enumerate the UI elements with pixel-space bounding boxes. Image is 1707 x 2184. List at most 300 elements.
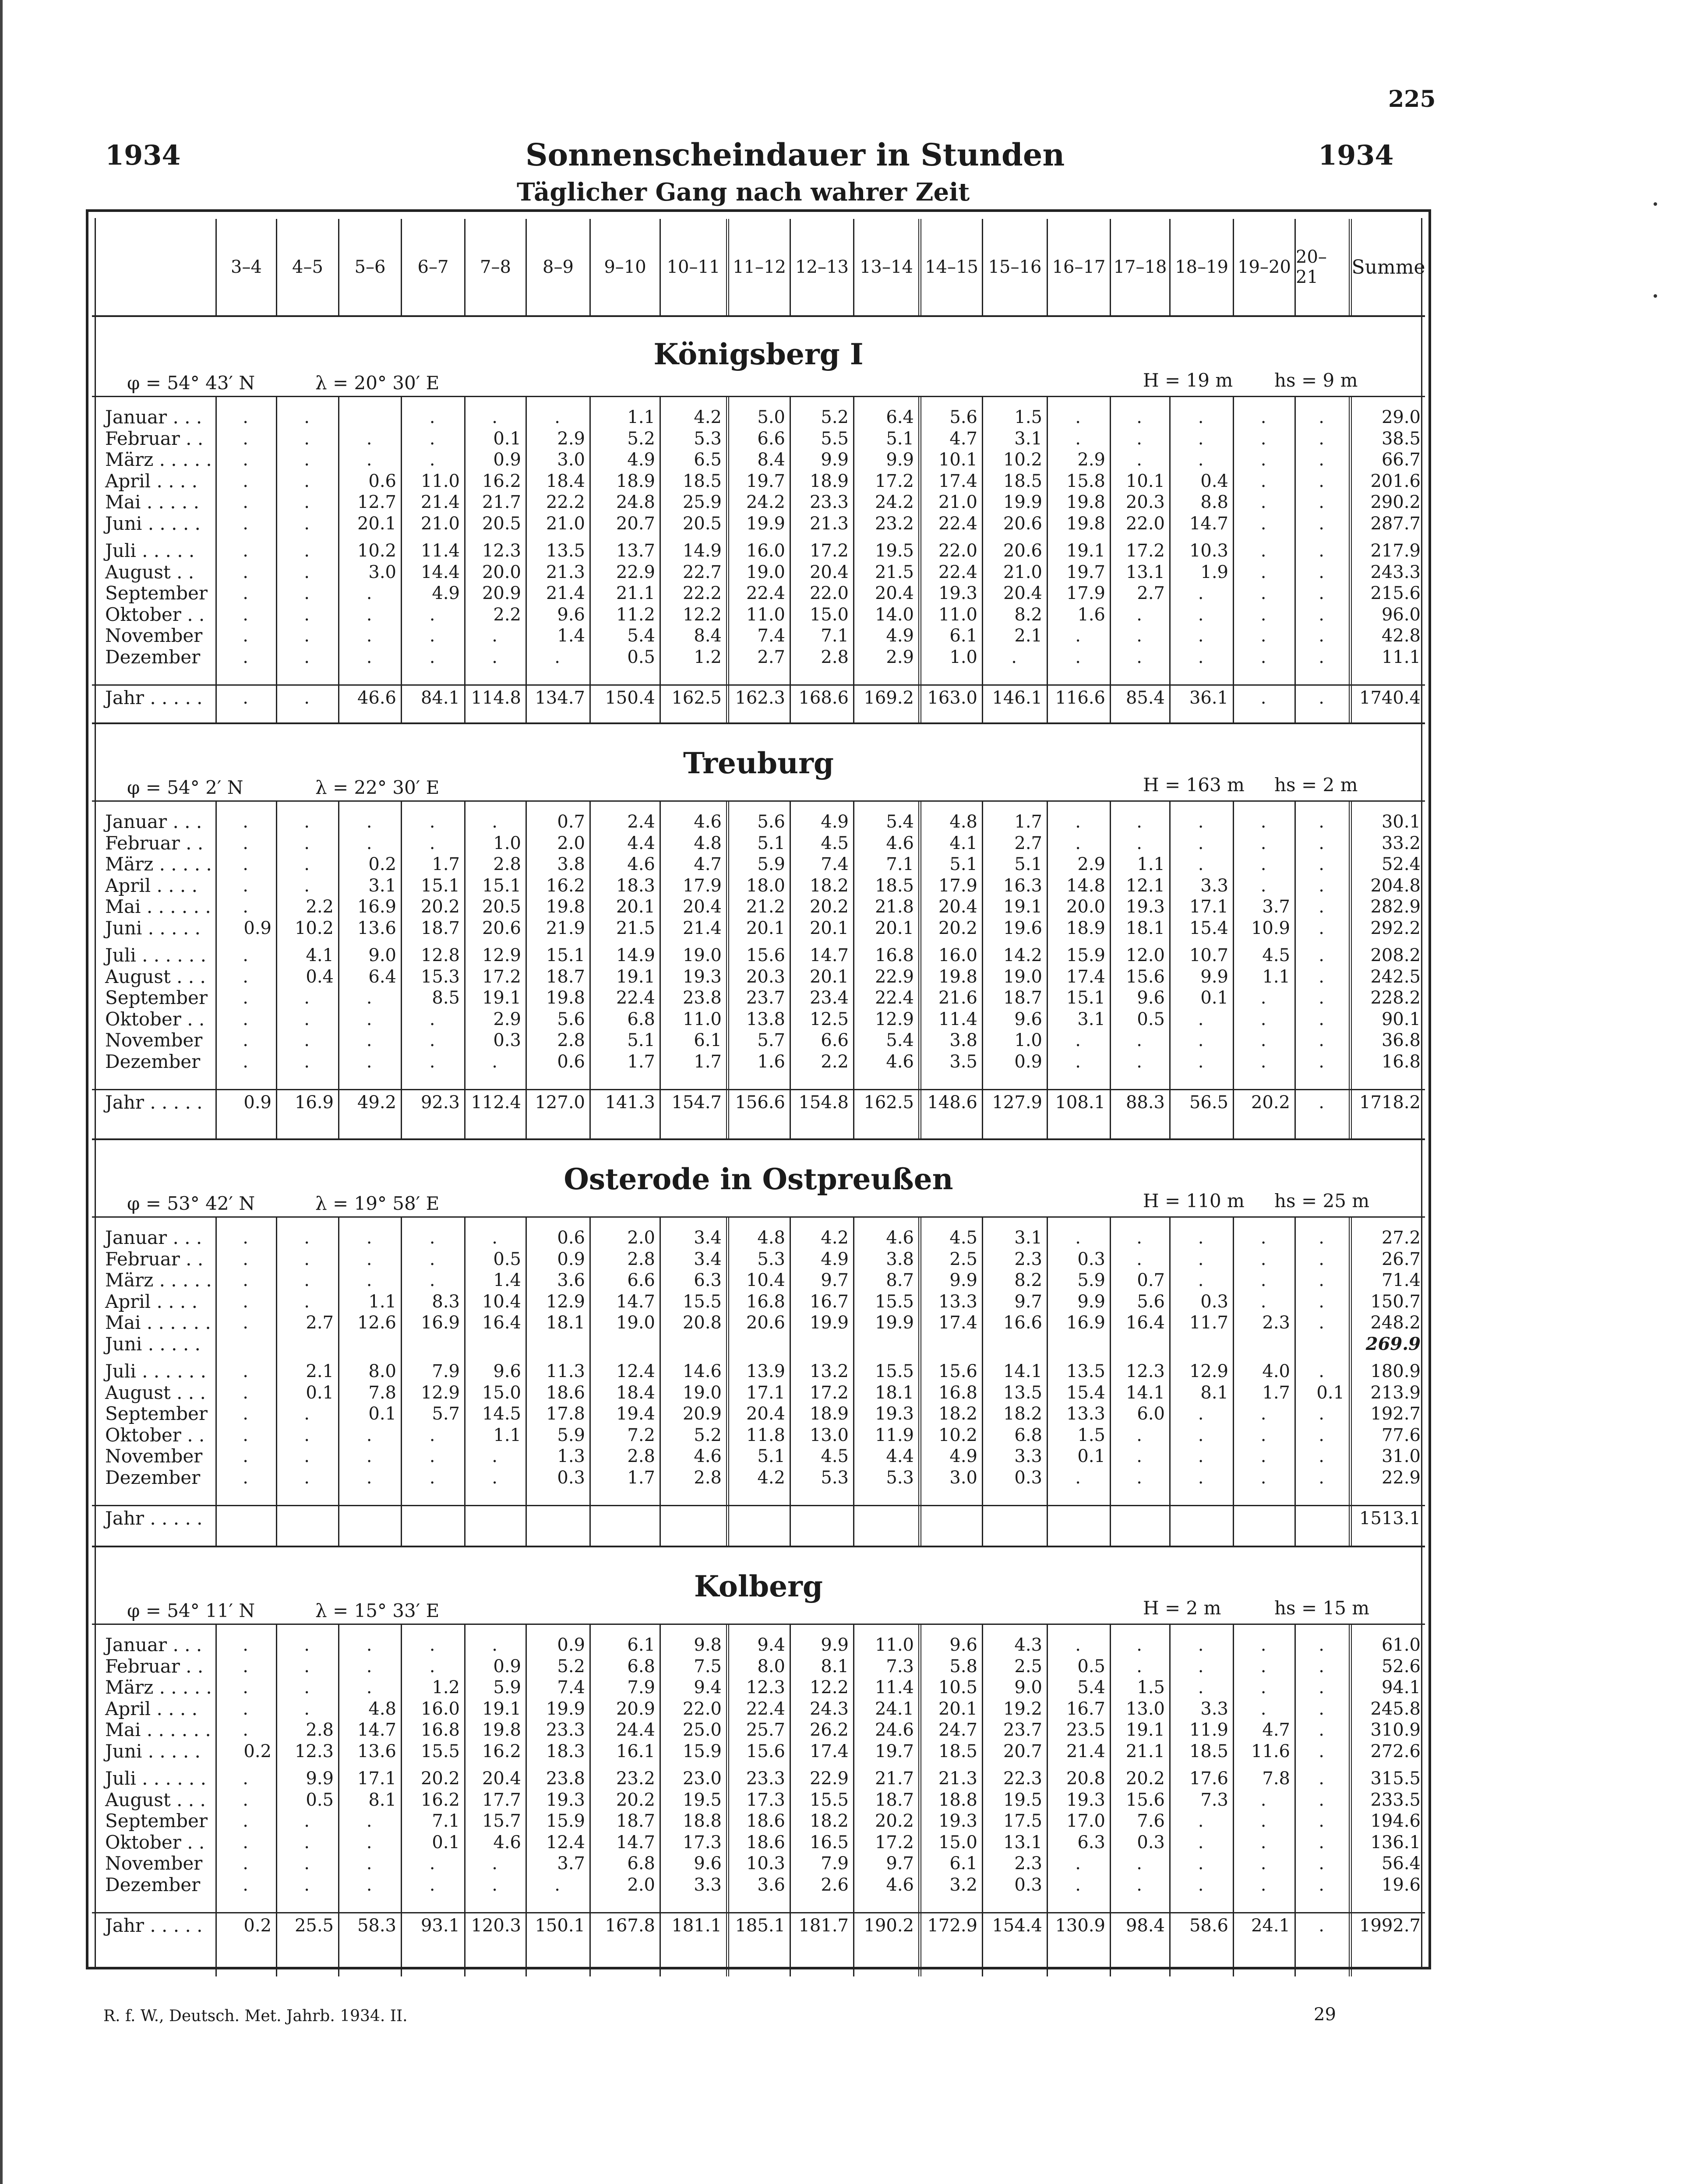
footer-sheet-number: 29 <box>1314 2004 1336 2025</box>
hour-cell: 4.6 <box>886 833 914 853</box>
hour-cell: 8.4 <box>694 626 722 646</box>
hour-cell: 0.7 <box>557 812 585 832</box>
margin-dot <box>1654 202 1657 206</box>
hour-cell: 6.4 <box>368 966 396 987</box>
hour-cell: . <box>492 1051 497 1072</box>
hour-cell: 93.1 <box>420 1916 460 1936</box>
hour-cell: . <box>304 407 310 427</box>
hour-cell: 21.7 <box>482 492 521 512</box>
hour-cell: . <box>1198 1030 1204 1050</box>
hour-cell: . <box>554 647 560 667</box>
month-label: April . . . . <box>105 1290 198 1312</box>
hour-cell: 23.3 <box>546 1720 585 1740</box>
hour-cell: 13.3 <box>1066 1404 1105 1424</box>
hour-cell: . <box>1136 647 1142 667</box>
hour-cell: 0.3 <box>1014 1467 1042 1488</box>
hour-cell: . <box>366 450 372 470</box>
hour-cell: 5.6 <box>1137 1291 1165 1312</box>
hour-cell: 2.7 <box>1137 583 1165 603</box>
hour-cell: 21.0 <box>420 513 460 534</box>
hour-cell: 150.1 <box>535 1916 585 1936</box>
hour-cell: . <box>492 1446 497 1466</box>
hour-cell: . <box>1198 1811 1204 1831</box>
hour-cell: . <box>1198 1832 1204 1853</box>
hour-cell: 3.0 <box>368 562 396 582</box>
hour-cell: . <box>1260 1811 1266 1831</box>
hour-cell: 0.5 <box>306 1789 334 1810</box>
hour-cell: 4.6 <box>694 1446 722 1466</box>
month-row <box>92 513 1425 534</box>
hour-cell: 1.0 <box>949 647 977 667</box>
hour-cell: . <box>1075 1853 1081 1874</box>
hour-cell: 2.8 <box>694 1467 722 1488</box>
hour-cell: . <box>1136 1030 1142 1050</box>
hour-cell: . <box>1136 1853 1142 1874</box>
hour-cell: 9.7 <box>1014 1291 1042 1312</box>
hour-cell: 15.5 <box>875 1361 914 1381</box>
month-row <box>92 1719 1425 1740</box>
hour-cell: . <box>304 647 310 667</box>
sum-cell: 22.9 <box>1381 1467 1421 1488</box>
sum-cell: 94.1 <box>1381 1677 1421 1698</box>
hour-cell: 4.0 <box>1262 1361 1290 1381</box>
sum-cell: 90.1 <box>1381 1009 1421 1029</box>
hour-cell: 17.7 <box>482 1789 521 1810</box>
hour-cell: 19.3 <box>682 966 722 987</box>
hour-cell: 19.0 <box>682 945 722 965</box>
station-latitude: φ = 53° 42′ N <box>127 1193 255 1214</box>
month-row <box>92 562 1425 583</box>
hour-cell: 2.8 <box>627 1446 655 1466</box>
hour-cell: . <box>304 1051 310 1072</box>
hour-cell: 0.1 <box>1077 1446 1105 1466</box>
hour-cell: 154.8 <box>798 1092 849 1113</box>
hour-cell: 24.4 <box>616 1720 655 1740</box>
hour-cell: 17.6 <box>1189 1768 1228 1789</box>
sum-cell: 42.8 <box>1381 626 1421 646</box>
hour-cell: 6.3 <box>694 1270 722 1290</box>
hour-cell: 9.9 <box>886 450 914 470</box>
hour-cell: . <box>1319 492 1324 512</box>
hour-cell: 7.1 <box>821 626 849 646</box>
hour-cell: . <box>304 492 310 512</box>
hour-cell: 5.1 <box>1014 854 1042 874</box>
column-header-hour: 12–13 <box>790 219 853 315</box>
hour-cell: 17.5 <box>1003 1811 1042 1831</box>
sum-cell: 242.5 <box>1370 966 1421 987</box>
hour-cell: 24.8 <box>616 492 655 512</box>
month-row <box>92 1446 1425 1467</box>
hour-cell: . <box>366 1228 372 1248</box>
month-label: November <box>105 1029 203 1051</box>
hour-cell: 18.5 <box>938 1741 977 1761</box>
hour-cell: 3.1 <box>1014 1228 1042 1248</box>
hour-cell: 0.9 <box>493 450 521 470</box>
hour-cell: . <box>1319 604 1324 625</box>
hour-cell: 6.6 <box>627 1270 655 1290</box>
hour-cell: . <box>1198 626 1204 646</box>
hour-cell: 13.5 <box>546 541 585 561</box>
hour-cell: . <box>1319 1677 1324 1698</box>
hour-cell: 15.6 <box>746 1741 785 1761</box>
hour-cell: . <box>1319 1404 1324 1424</box>
hour-cell: . <box>243 1030 248 1050</box>
hour-cell: . <box>243 513 248 534</box>
hour-cell: . <box>429 647 435 667</box>
sum-cell: 272.6 <box>1370 1741 1421 1761</box>
hour-cell: 21.4 <box>1066 1741 1105 1761</box>
hour-cell: 19.1 <box>482 1698 521 1719</box>
hour-cell: 0.4 <box>306 966 334 987</box>
hour-cell: 20.1 <box>809 918 849 938</box>
sum-cell: 61.0 <box>1381 1635 1421 1655</box>
hour-cell: . <box>1260 1228 1266 1248</box>
station-name: Treuburg <box>683 746 834 780</box>
hour-cell: . <box>304 1832 310 1853</box>
month-row <box>92 1853 1425 1874</box>
hour-cell: 6.1 <box>949 1853 977 1874</box>
hour-cell: . <box>1136 407 1142 427</box>
hour-cell: 2.8 <box>627 1249 655 1269</box>
hour-cell: 15.3 <box>420 966 460 987</box>
hour-cell: 20.9 <box>482 583 521 603</box>
hour-cell: . <box>1319 966 1324 987</box>
hour-cell: 16.0 <box>938 945 977 965</box>
hour-cell: 150.4 <box>605 688 655 708</box>
sum-cell: 228.2 <box>1370 988 1421 1008</box>
hour-cell: 9.6 <box>694 1853 722 1874</box>
station-instrument-height: hs = 2 m <box>1274 774 1358 796</box>
column-header-hour: 4–5 <box>276 219 338 315</box>
column-header-hour: 7–8 <box>464 219 526 315</box>
hour-cell: 18.7 <box>546 966 585 987</box>
hour-cell: . <box>304 513 310 534</box>
hour-cell: 15.6 <box>1125 966 1165 987</box>
hour-cell: . <box>243 1228 248 1248</box>
sum-cell: 180.9 <box>1370 1361 1421 1381</box>
hour-cell: . <box>1260 1291 1266 1312</box>
hour-cell: 22.4 <box>616 988 655 1008</box>
hour-cell: . <box>429 1051 435 1072</box>
sum-cell: 11.1 <box>1381 647 1421 667</box>
hour-cell: 18.9 <box>616 471 655 491</box>
hour-cell: 9.9 <box>821 450 849 470</box>
hour-cell: . <box>304 854 310 874</box>
hour-cell: 4.5 <box>821 833 849 853</box>
hour-cell: 19.1 <box>482 988 521 1008</box>
station-block <box>92 722 1425 1140</box>
hour-cell: 181.7 <box>798 1916 849 1936</box>
hour-cell: 16.5 <box>809 1832 849 1853</box>
month-row <box>92 1467 1425 1488</box>
hour-cell: . <box>492 1874 497 1895</box>
hour-cell: . <box>1319 647 1324 667</box>
hour-cell: . <box>1260 450 1266 470</box>
hour-cell: 9.6 <box>1137 988 1165 1008</box>
hour-cell: . <box>1198 450 1204 470</box>
hour-cell: 18.6 <box>546 1382 585 1403</box>
hour-cell: 9.6 <box>493 1361 521 1381</box>
month-label: Dezember <box>105 1050 201 1072</box>
hour-cell: 8.0 <box>757 1656 785 1677</box>
binding-edge <box>0 0 3 2184</box>
hour-cell: 16.7 <box>809 1291 849 1312</box>
hour-cell: . <box>304 626 310 646</box>
hour-cell: 5.6 <box>949 407 977 427</box>
hour-cell: 6.1 <box>694 1030 722 1050</box>
hour-cell: . <box>304 1811 310 1831</box>
sum-cell: 204.8 <box>1370 875 1421 896</box>
hour-cell: 0.5 <box>627 647 655 667</box>
hour-cell: 3.5 <box>949 1051 977 1072</box>
hour-cell: . <box>243 1789 248 1810</box>
hour-cell: 19.3 <box>938 583 977 603</box>
hour-cell: 130.9 <box>1055 1916 1105 1936</box>
hour-cell: 9.4 <box>757 1635 785 1655</box>
hour-cell: 9.6 <box>557 604 585 625</box>
hour-cell: . <box>1198 1270 1204 1290</box>
column-header-hour: 8–9 <box>526 219 589 315</box>
hour-cell: 7.4 <box>821 854 849 874</box>
hour-cell: 14.5 <box>482 1404 521 1424</box>
hour-cell: 156.6 <box>735 1092 785 1113</box>
month-row <box>92 1698 1425 1719</box>
hour-cell: 0.9 <box>493 1656 521 1677</box>
hour-cell: 18.7 <box>420 918 460 938</box>
hour-cell: 2.7 <box>1014 833 1042 853</box>
page-title: Sonnenscheindauer in Stunden <box>526 137 1065 173</box>
sum-cell: 38.5 <box>1381 428 1421 449</box>
hour-cell: . <box>304 1425 310 1445</box>
month-label: März . . . . . <box>105 449 212 470</box>
station-name: Königsberg I <box>653 337 864 371</box>
hour-cell: . <box>304 875 310 896</box>
hour-cell: 0.2 <box>368 854 396 874</box>
hour-cell: . <box>366 1030 372 1050</box>
hour-cell: 18.4 <box>546 471 585 491</box>
hour-cell: . <box>366 626 372 646</box>
hour-cell: . <box>243 1832 248 1853</box>
hour-cell: 22.4 <box>875 988 914 1008</box>
hour-cell: . <box>1260 626 1266 646</box>
hour-cell: . <box>1260 1404 1266 1424</box>
hour-cell: 0.3 <box>1137 1832 1165 1853</box>
hour-cell: 56.5 <box>1189 1092 1228 1113</box>
column-header-hour: 20–21 <box>1294 219 1349 315</box>
hour-cell: 0.9 <box>557 1635 585 1655</box>
hour-cell: 1.6 <box>757 1051 785 1072</box>
hour-cell: . <box>1198 1874 1204 1895</box>
hour-cell: 4.8 <box>368 1698 396 1719</box>
hour-cell: . <box>243 541 248 561</box>
hour-cell: 3.3 <box>1014 1446 1042 1466</box>
hour-cell: 3.4 <box>694 1228 722 1248</box>
hour-cell: 4.1 <box>306 945 334 965</box>
hour-cell: . <box>243 875 248 896</box>
hour-cell: 0.5 <box>1137 1009 1165 1029</box>
hour-cell: 0.3 <box>1200 1291 1228 1312</box>
hour-cell: . <box>366 1811 372 1831</box>
hour-cell: 19.9 <box>809 1313 849 1333</box>
hour-cell: . <box>243 1677 248 1698</box>
hour-cell: . <box>243 471 248 491</box>
station-latitude: φ = 54° 43′ N <box>127 372 255 394</box>
hour-cell: 0.6 <box>368 471 396 491</box>
hour-cell: 0.2 <box>243 1741 272 1761</box>
hour-cell: 22.9 <box>616 562 655 582</box>
hour-cell: . <box>1260 812 1266 832</box>
month-row <box>92 647 1425 668</box>
hour-cell: 18.7 <box>1003 988 1042 1008</box>
hour-cell: 22.2 <box>546 492 585 512</box>
hour-cell: . <box>1319 945 1324 965</box>
hour-cell: 18.6 <box>746 1811 785 1831</box>
hour-cell: 1.9 <box>1200 562 1228 582</box>
hour-cell: 18.1 <box>1125 918 1165 938</box>
hour-cell: 9.9 <box>1200 966 1228 987</box>
hour-cell: 0.1 <box>368 1404 396 1424</box>
month-row <box>92 428 1425 449</box>
hour-cell: 127.9 <box>992 1092 1042 1113</box>
sum-cell: 1718.2 <box>1359 1092 1421 1113</box>
hour-cell: . <box>1136 1228 1142 1248</box>
hour-cell: . <box>1260 1656 1266 1677</box>
hour-cell: 8.2 <box>1014 604 1042 625</box>
hour-cell: 8.4 <box>757 450 785 470</box>
hour-cell: 17.4 <box>809 1741 849 1761</box>
hour-cell: 4.9 <box>432 583 460 603</box>
hour-cell: 19.3 <box>938 1811 977 1831</box>
hour-cell: . <box>1260 1249 1266 1269</box>
hour-cell: 10.4 <box>482 1291 521 1312</box>
station-name: Osterode in Ostpreußen <box>564 1162 953 1196</box>
hour-cell: 16.2 <box>420 1789 460 1810</box>
hour-cell: . <box>304 1677 310 1698</box>
hour-cell: 24.1 <box>875 1698 914 1719</box>
hour-cell: 20.4 <box>875 583 914 603</box>
station-altitude: H = 2 m <box>1143 1597 1221 1619</box>
sum-cell: 201.6 <box>1370 471 1421 491</box>
hour-cell: . <box>1011 647 1017 667</box>
hour-cell: 5.6 <box>557 1009 585 1029</box>
hour-cell: . <box>1136 626 1142 646</box>
sum-cell: 27.2 <box>1381 1228 1421 1248</box>
hour-cell: 1.7 <box>627 1467 655 1488</box>
sum-cell: 282.9 <box>1370 897 1421 917</box>
hour-cell: 162.3 <box>735 688 785 708</box>
hour-cell: 23.3 <box>809 492 849 512</box>
hour-cell: . <box>243 1698 248 1719</box>
hour-cell: 21.6 <box>938 988 977 1008</box>
hour-cell: . <box>243 966 248 987</box>
hour-cell: . <box>492 812 497 832</box>
hour-cell: 1.7 <box>1262 1382 1290 1403</box>
hour-cell: 16.0 <box>746 541 785 561</box>
hour-cell: 22.9 <box>809 1768 849 1789</box>
hour-cell: 8.5 <box>432 988 460 1008</box>
hour-cell: 163.0 <box>927 688 977 708</box>
hour-cell: 134.7 <box>535 688 585 708</box>
hour-cell: 22.4 <box>746 1698 785 1719</box>
station-instrument-height: hs = 9 m <box>1274 370 1358 391</box>
hour-cell: . <box>1260 833 1266 853</box>
hour-cell: 2.1 <box>306 1361 334 1381</box>
month-row <box>92 1403 1425 1424</box>
hour-cell: 10.7 <box>1189 945 1228 965</box>
hour-cell: 2.0 <box>557 833 585 853</box>
hour-cell: . <box>243 1404 248 1424</box>
hour-cell: 21.4 <box>682 918 722 938</box>
sum-cell: 96.0 <box>1381 604 1421 625</box>
month-row <box>92 1741 1425 1762</box>
hour-cell: . <box>429 626 435 646</box>
hour-cell: . <box>429 1874 435 1895</box>
hour-cell: 17.4 <box>938 1313 977 1333</box>
hour-cell: 20.9 <box>616 1698 655 1719</box>
hour-cell: 112.4 <box>471 1092 521 1113</box>
hour-cell: 9.7 <box>821 1270 849 1290</box>
hour-cell: 3.8 <box>949 1030 977 1050</box>
hour-cell: 5.5 <box>821 428 849 449</box>
hour-cell: . <box>1319 1051 1324 1072</box>
hour-cell: 21.9 <box>546 918 585 938</box>
station-name: Kolberg <box>694 1569 823 1603</box>
margin-dot <box>1654 294 1657 298</box>
hour-cell: . <box>304 1698 310 1719</box>
hour-cell: 20.0 <box>482 562 521 582</box>
hour-cell: 11.4 <box>875 1677 914 1698</box>
hour-cell: . <box>1198 1446 1204 1466</box>
hour-cell: 4.4 <box>627 833 655 853</box>
hour-cell: 12.3 <box>1125 1361 1165 1381</box>
hour-cell: 23.4 <box>809 988 849 1008</box>
hour-cell: 1.5 <box>1077 1425 1105 1445</box>
hour-cell: 18.8 <box>682 1811 722 1831</box>
hour-cell: 4.6 <box>886 1228 914 1248</box>
hour-cell: 0.6 <box>557 1051 585 1072</box>
month-label: August . . . <box>105 1381 206 1403</box>
hour-cell: . <box>1319 428 1324 449</box>
hour-cell: 16.8 <box>746 1291 785 1312</box>
hour-cell: . <box>366 812 372 832</box>
month-label: März . . . . . <box>105 1677 212 1698</box>
hour-cell: 9.9 <box>949 1270 977 1290</box>
hour-cell: 10.2 <box>1003 450 1042 470</box>
hour-cell: . <box>243 812 248 832</box>
hour-cell: 15.6 <box>746 945 785 965</box>
hour-cell: . <box>366 1009 372 1029</box>
hour-cell: 18.7 <box>875 1789 914 1810</box>
hour-cell: 4.5 <box>1262 945 1290 965</box>
hour-cell: 20.6 <box>1003 541 1042 561</box>
footer-source: R. f. W., Deutsch. Met. Jahrb. 1934. II. <box>103 2007 408 2025</box>
hour-cell: 16.8 <box>420 1720 460 1740</box>
hour-cell: 16.0 <box>420 1698 460 1719</box>
hour-cell: . <box>366 647 372 667</box>
column-header-hour: 10–11 <box>660 219 726 315</box>
hour-cell: . <box>304 1635 310 1655</box>
hour-cell: . <box>1075 407 1081 427</box>
month-row <box>92 1789 1425 1811</box>
hour-cell: 14.0 <box>875 604 914 625</box>
hour-cell: 19.9 <box>1003 492 1042 512</box>
hour-cell: 20.1 <box>357 513 396 534</box>
hour-cell: 17.4 <box>938 471 977 491</box>
hour-cell: 18.9 <box>1066 918 1105 938</box>
sum-cell: 243.3 <box>1370 562 1421 582</box>
hour-cell: . <box>554 1874 560 1895</box>
sum-cell: 77.6 <box>1381 1425 1421 1445</box>
